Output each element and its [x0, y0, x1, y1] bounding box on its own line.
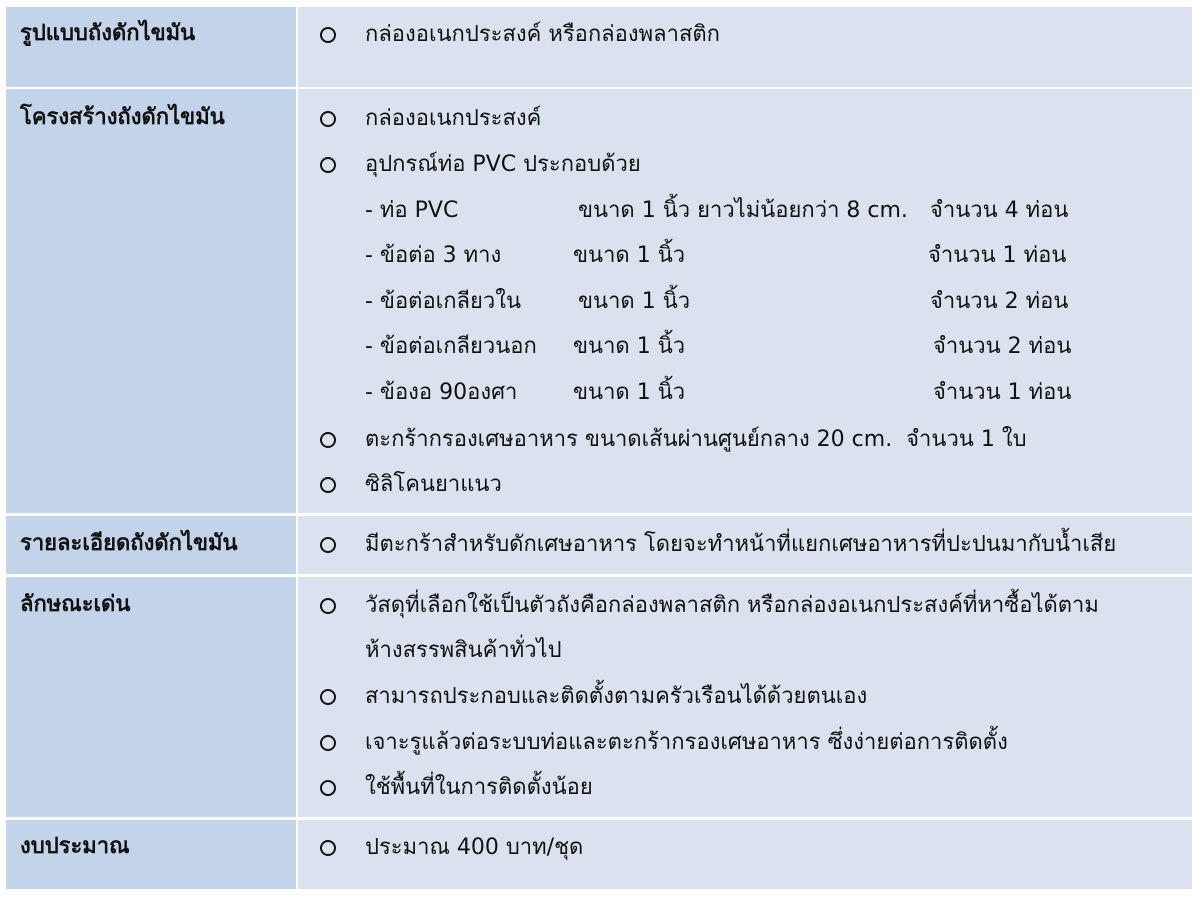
part-quantity: จำนวน 4 ท่อน [930, 198, 1069, 223]
row-header-label: โครงสร้างถังดักไขมัน [20, 105, 225, 130]
list-item-text: ซิลิโคนยาแนว [365, 472, 502, 497]
part-row [298, 191, 1192, 231]
part-quantity: จำนวน 2 ท่อน [933, 334, 1072, 359]
part-row [298, 236, 1192, 276]
row-content-cell [298, 516, 1192, 574]
table-row [6, 516, 1192, 574]
table-row [6, 820, 1192, 889]
circle-bullet-icon [320, 735, 336, 751]
list-item-text: กล่องอเนกประสงค์ [365, 106, 542, 131]
list-item-text: อุปกรณ์ท่อ PVC ประกอบด้วย [365, 152, 641, 177]
part-row [298, 282, 1192, 322]
part-row [298, 327, 1192, 367]
list-item-text: ห้างสรรพสินค้าทั่วไป [365, 638, 562, 663]
part-size: ขนาด 1 นิ้ว [573, 243, 686, 268]
circle-bullet-icon [320, 840, 336, 856]
part-name: - ข้อต่อเกลียวนอก [365, 334, 537, 359]
part-quantity: จำนวน 1 ท่อน [933, 380, 1072, 405]
part-name: - ข้อต่อเกลียวใน [365, 289, 522, 314]
part-size: ขนาด 1 นิ้ว [578, 289, 691, 314]
part-size: ขนาด 1 นิ้ว [573, 380, 686, 405]
list-item-text: ตะกร้ากรองเศษอาหาร ขนาดเส้นผ่านศูนย์กลาง 20 cm. จำนวน 1 ใบ [365, 427, 1027, 452]
row-header-cell [6, 89, 296, 513]
list-item-text: ประมาณ 400 บาท/ชุด [365, 835, 584, 860]
circle-bullet-icon [320, 689, 336, 705]
list-item-text: เจาะรูแล้วต่อระบบท่อและตะกร้ากรองเศษอาหาร ซึ่งง่ายต่อการติดตั้ง [365, 730, 1008, 755]
table-row [6, 7, 1192, 87]
list-item-text: วัสดุที่เลือกใช้เป็นตัวถังคือกล่องพลาสติก หรือกล่องอเนกประสงค์ที่หาซื้อได้ตาม [365, 593, 1099, 618]
part-name: - ข้องอ 90องศา [365, 380, 518, 405]
part-size: ขนาด 1 นิ้ว [573, 334, 686, 359]
row-content-cell [298, 577, 1192, 817]
part-quantity: จำนวน 1 ท่อน [928, 243, 1067, 268]
part-name: - ท่อ PVC [365, 198, 459, 223]
row-header-label: งบประมาณ [20, 834, 130, 859]
row-header-label: รายละเอียดถังดักไขมัน [20, 531, 238, 556]
table-row [6, 89, 1192, 513]
row-header-cell [6, 577, 296, 817]
row-header-cell [6, 7, 296, 87]
part-name: - ข้อต่อ 3 ทาง [365, 243, 502, 268]
circle-bullet-icon [320, 537, 336, 553]
circle-bullet-icon [320, 780, 336, 796]
part-quantity: จำนวน 2 ท่อน [930, 289, 1069, 314]
row-header-label: ลักษณะเด่น [20, 592, 131, 617]
row-header-cell [6, 516, 296, 574]
list-item-text: ใช้พื้นที่ในการติดตั้งน้อย [365, 775, 593, 800]
part-row [298, 373, 1192, 413]
list-item-text: มีตะกร้าสำหรับดักเศษอาหาร โดยจะทำหน้าที่แยกเศษอาหารที่ปะปนมากับน้ำเสีย [365, 532, 1117, 557]
row-content-cell [298, 820, 1192, 889]
circle-bullet-icon [320, 432, 336, 448]
row-header-cell [6, 820, 296, 889]
row-content-cell [298, 89, 1192, 513]
row-header-label: รูปแบบถังดักไขมัน [20, 21, 196, 46]
table-row [6, 577, 1192, 817]
circle-bullet-icon [320, 477, 336, 493]
row-content-cell [298, 7, 1192, 87]
circle-bullet-icon [320, 598, 336, 614]
list-item-text: กล่องอเนกประสงค์ หรือกล่องพลาสติก [365, 22, 720, 47]
part-size: ขนาด 1 นิ้ว ยาวไม่น้อยกว่า 8 cm. [578, 198, 908, 223]
circle-bullet-icon [320, 111, 336, 127]
circle-bullet-icon [320, 27, 336, 43]
circle-bullet-icon [320, 157, 336, 173]
list-item-text: สามารถประกอบและติดตั้งตามครัวเรือนได้ด้วยตนเอง [365, 684, 868, 709]
